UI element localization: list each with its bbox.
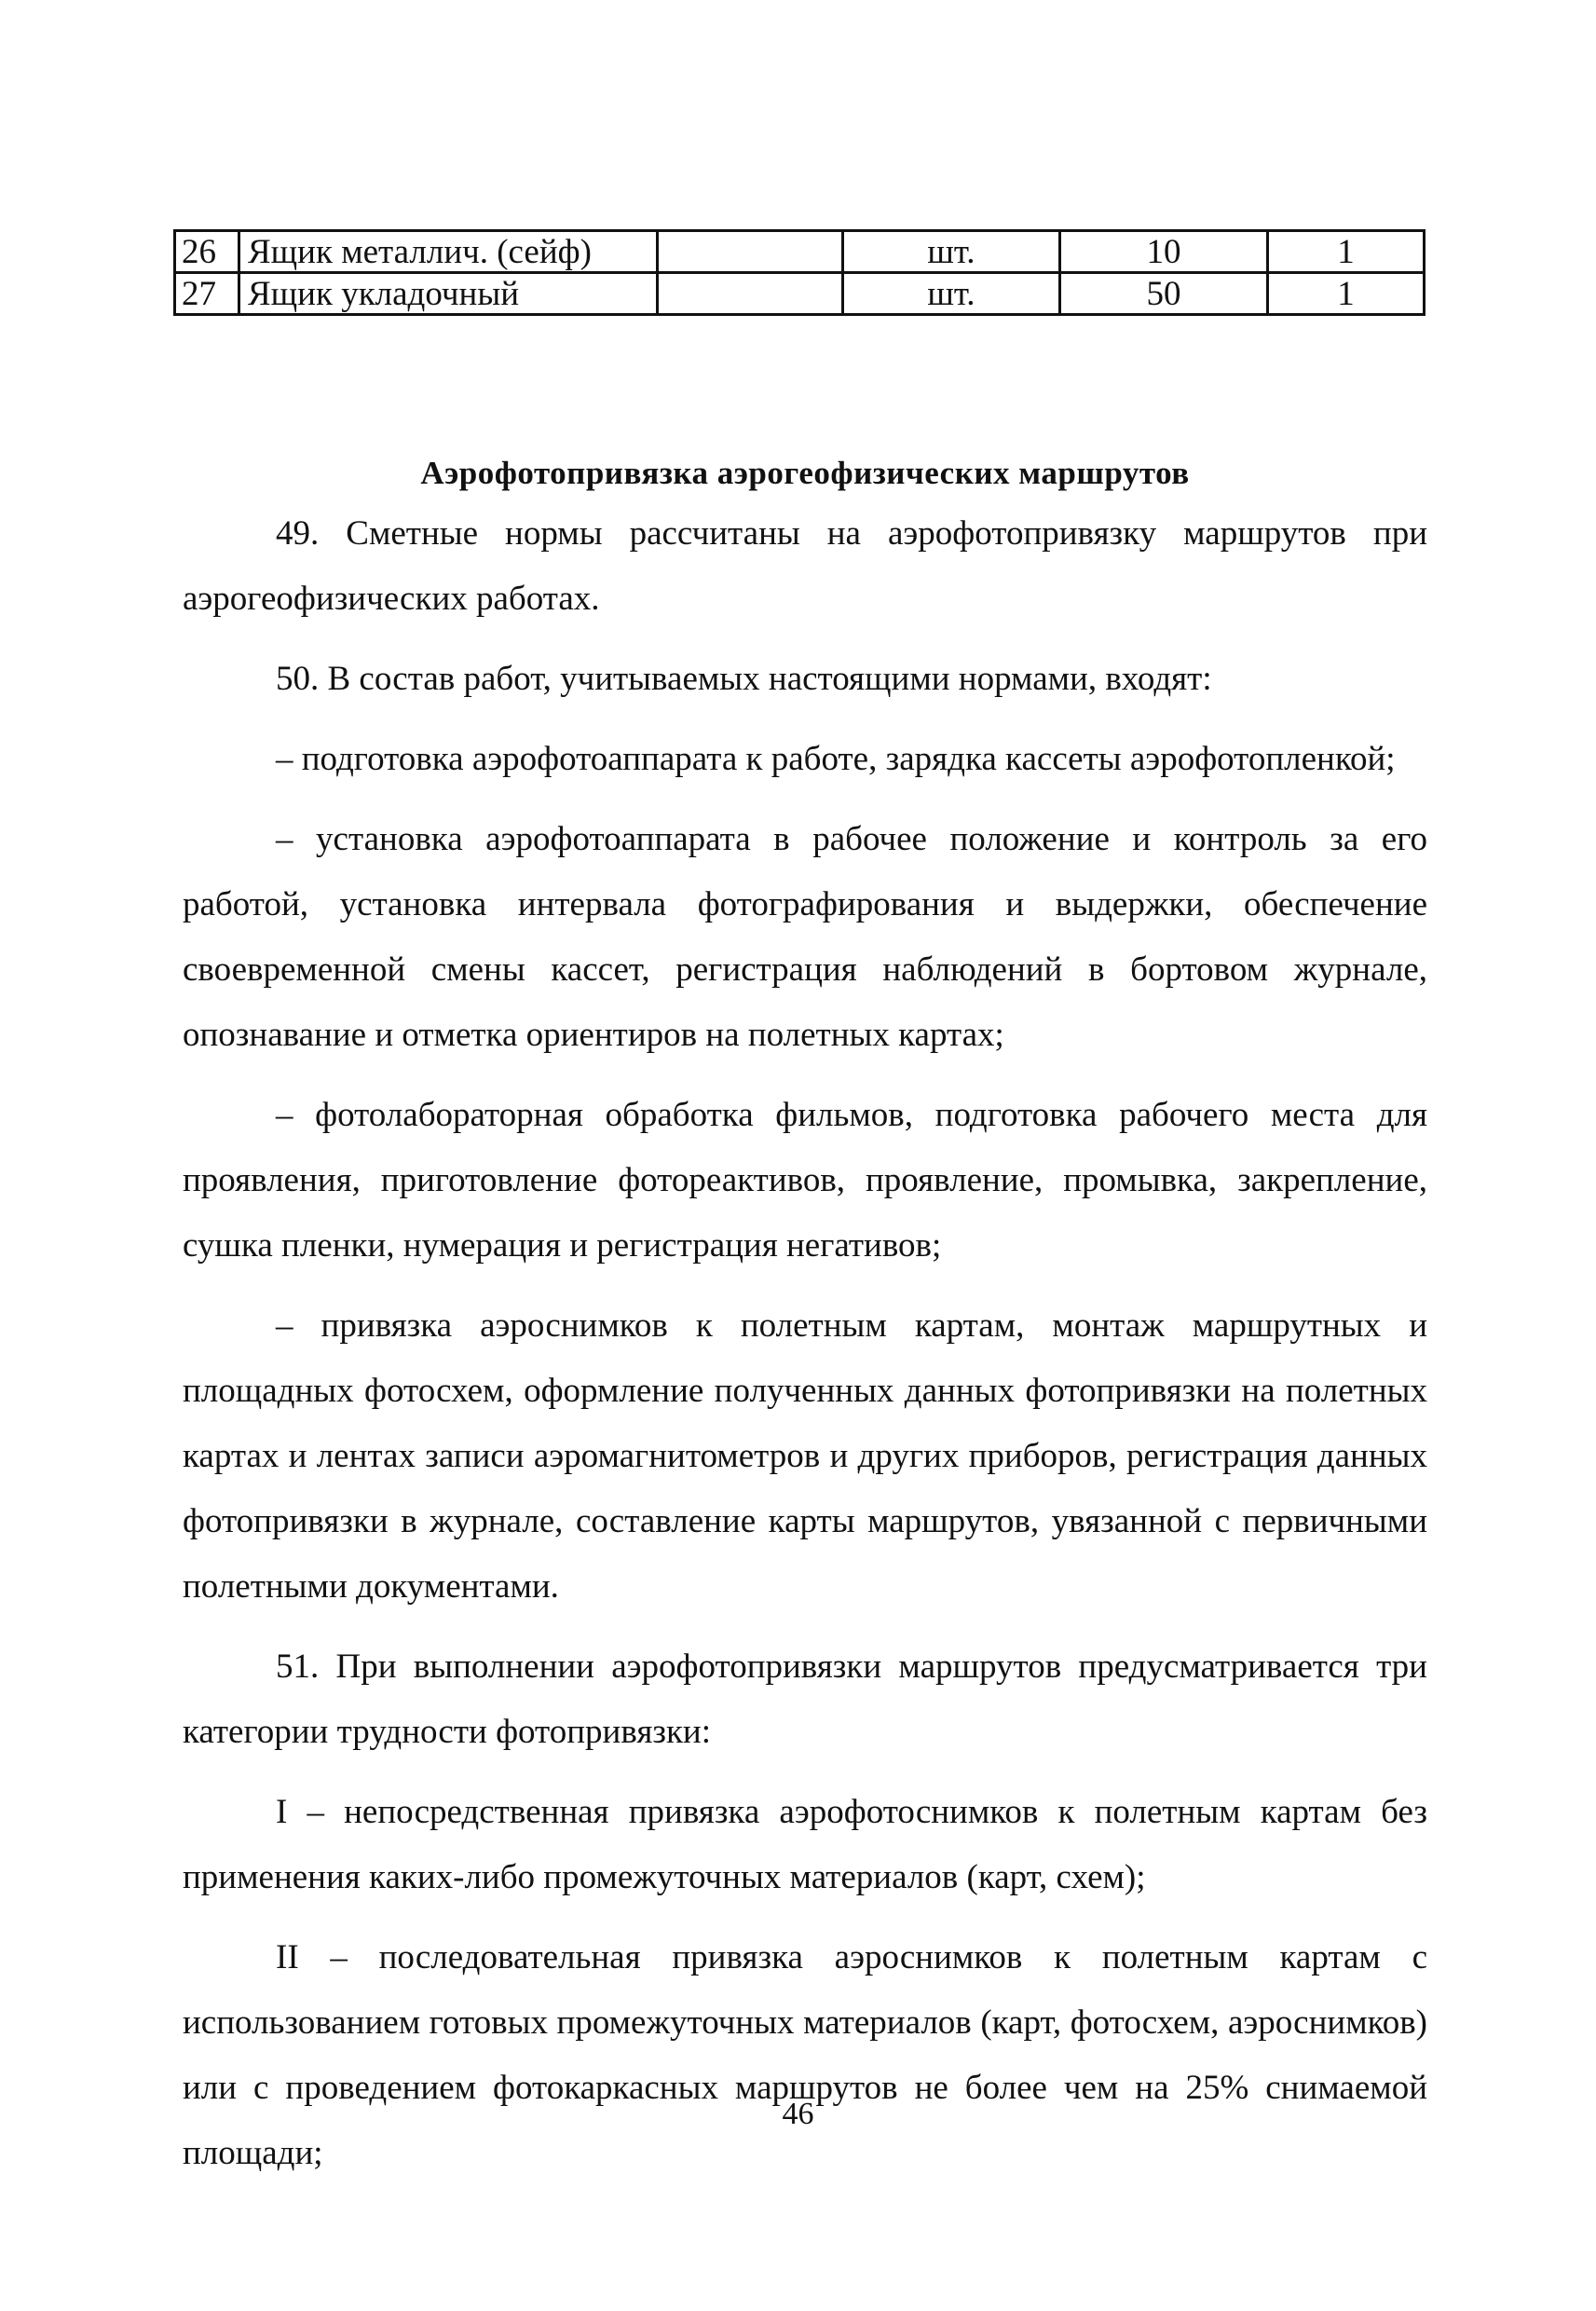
list-item: – установка аэрофотоаппарата в рабочее положение и контроль за его работой, установка интервала фотографирования и выдержки, обеспечение своевременной смены кассет, регистрация наблюдений в бортовом журнале, опознавание и отметка ориентиров на полетных картах; bbox=[183, 820, 1427, 1054]
section-title: Аэрофотопривязка аэрогеофизических маршрутов bbox=[420, 455, 1190, 491]
row-number: 27 bbox=[175, 273, 239, 315]
paragraph: 50. В состав работ, учитываемых настоящими нормами, входят: bbox=[276, 660, 1212, 698]
page-number: 46 bbox=[782, 2097, 814, 2131]
unit-cell: шт. bbox=[843, 231, 1060, 273]
list-item: – фотолабораторная обработка фильмов, подготовка рабочего места для проявления, приготовление фотореактивов, проявление, промывка, закрепление, сушка пленки, нумерация и регистрация негативов; bbox=[183, 1096, 1427, 1265]
unit-cell: шт. bbox=[843, 273, 1060, 315]
item-name: Ящик укладочный bbox=[239, 273, 658, 315]
empty-cell bbox=[658, 231, 843, 273]
empty-cell bbox=[658, 273, 843, 315]
list-item: I – непосредственная привязка аэрофотоснимков к полетным картам без применения каких-либо промежуточных материалов (карт, схем); bbox=[183, 1793, 1427, 1896]
table-row bbox=[175, 231, 1425, 273]
equipment-table bbox=[173, 229, 1425, 316]
norm-cell: 50 bbox=[1060, 273, 1268, 315]
quantity-cell: 1 bbox=[1268, 273, 1425, 315]
table-row bbox=[175, 273, 1425, 315]
norm-cell: 10 bbox=[1060, 231, 1268, 273]
list-item: II – последовательная привязка аэроснимков к полетным картам с использованием готовых промежуточных материалов (карт, фотосхем, аэроснимков) или с проведением фотокаркасных маршрутов не более чем на 25% снимаемой площади; bbox=[183, 1938, 1427, 2172]
list-item: – подготовка аэрофотоаппарата к работе, зарядка кассеты аэрофотопленкой; bbox=[276, 740, 1396, 778]
list-item: – привязка аэроснимков к полетным картам, монтаж маршрутных и площадных фотосхем, оформление полученных данных фотопривязки на полетных картах и лентах записи аэромагнитометров и других приборов, регистрация данных фотопривязки в журнале, составление карты маршрутов, увязанной с первичными полетными документами. bbox=[183, 1306, 1427, 1606]
section-body bbox=[183, 445, 1427, 2186]
row-number: 26 bbox=[175, 231, 239, 273]
paragraph: 51. При выполнении аэрофотопривязки маршрутов предусматривается три категории трудности фотопривязки: bbox=[183, 1648, 1427, 1751]
paragraph: 49. Сметные нормы рассчитаны на аэрофотопривязку маршрутов при аэрогеофизических работах. bbox=[183, 514, 1427, 618]
quantity-cell: 1 bbox=[1268, 231, 1425, 273]
item-name: Ящик металлич. (сейф) bbox=[239, 231, 658, 273]
